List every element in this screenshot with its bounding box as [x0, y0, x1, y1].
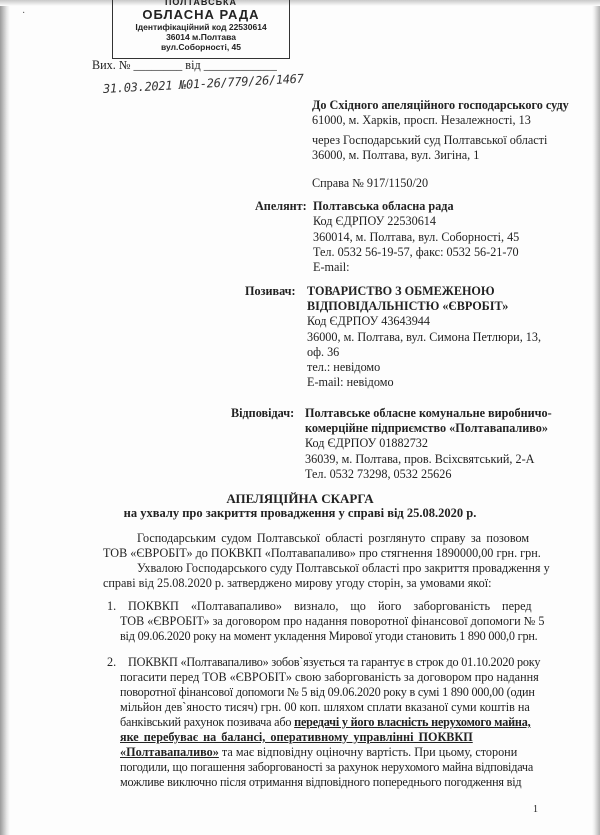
item-2-line-8: погодили, що погашення заборгованості за рахунок нерухомого майна відповідача	[120, 760, 534, 774]
council-stamp	[112, 0, 290, 59]
item-2-line-5	[120, 715, 530, 730]
defendant-address: 36039, м. Полтава, пров. Всіхсвятський, 2-А	[305, 452, 535, 466]
addressee-court: До Східного апеляційного господарського суду	[312, 98, 569, 112]
item-2-line-4: мільйон дев`яносто тисяч) грн. 00 коп. шляхом сплати вказаної суми коштів на	[120, 700, 530, 714]
outgoing-number-label: Вих. № ________ від ____________	[92, 58, 277, 72]
document-title: АПЕЛЯЦІЙНА СКАРГА	[226, 491, 374, 506]
document-subtitle: на ухвалу про закриття провадження у справі від 25.08.2020 р.	[123, 506, 477, 520]
stamp-line-3: Ідентифікаційний код 22530614	[135, 22, 267, 32]
item-2-line-6: яке перебуває на балансі, оперативному управлінні ПОКВКП	[120, 730, 473, 744]
item-2-line-2: погасити перед ТОВ «ЄВРОБІТ» свою заборгованість за договором про надання	[120, 670, 539, 684]
item-1-number: 1.	[107, 599, 117, 613]
item-2-number: 2.	[107, 655, 117, 669]
intro-line-4: справі від 25.08.2020 р. затверджено мирову угоду сторін, за умовами якої:	[103, 576, 492, 590]
appellant-name: Полтавська обласна рада	[313, 199, 454, 213]
appellant-code: Код ЄДРПОУ 22530614	[313, 214, 436, 228]
intro-line-1: Господарським судом Полтавської області розглянуто справу за позовом	[137, 531, 530, 545]
item-1-line-3: від 09.06.2020 року на момент укладення Мирової угоди становить 1 890 000,0 грн.	[120, 629, 538, 643]
defendant-name-2: комерційне підприємство «Полтавапаливо»	[305, 421, 548, 435]
scan-edge-top	[0, 0, 600, 6]
page-number: 1	[533, 804, 538, 815]
case-number: Справа № 917/1150/20	[312, 176, 429, 190]
defendant-code: Код ЄДРПОУ 01882732	[305, 436, 428, 450]
stamp-line-2: ОБЛАСНА РАДА	[142, 7, 260, 22]
defendant-name-1: Полтавське обласне комунальне виробничо-	[305, 406, 552, 420]
plaintiff-address-2: оф. 36	[307, 345, 340, 359]
stamp-line-5: вул.Соборності, 45	[161, 42, 241, 52]
appellant-phone: Тел. 0532 56-19-57, факс: 0532 56-21-70	[313, 245, 519, 259]
plaintiff-code: Код ЄДРПОУ 43643944	[307, 314, 430, 328]
stamp-line-1: ПОЛТАВСЬКА	[164, 0, 238, 7]
handwritten-outgoing-number: 31.03.2021 №01-26/779/26/1467	[102, 71, 304, 96]
via-court-address: 36000, м. Полтава, вул. Зигіна, 1	[312, 148, 480, 162]
intro-line-3: Ухвалою Господарського суду Полтавської області про закриття провадження у	[137, 561, 550, 575]
item-2-line-7-rest: та має відповідну оціночну вартість. При цьому, сторони	[218, 745, 518, 759]
scan-edge-left	[0, 0, 10, 835]
plaintiff-phone: тел.: невідомо	[307, 360, 381, 374]
stamp-line-4: 36014 м.Полтава	[166, 32, 236, 42]
item-2-property-transfer: передачі у його власність нерухомого майна,	[294, 715, 531, 729]
plaintiff-address-1: 36000, м. Полтава, вул. Симона Петлюри, 13,	[307, 330, 542, 344]
item-2-line-3: поворотної фінансової допомоги № 5 від 09.06.2020 року в сумі 1 890 000,00 (один	[120, 685, 535, 699]
item-2-line-1: ПОКВКП «Полтавапаливо» зобов`язується та гарантує в строк до 01.10.2020 року	[128, 655, 541, 669]
plaintiff-label: Позивач:	[245, 284, 296, 298]
plaintiff-name-1: ТОВАРИСТВО З ОБМЕЖЕНОЮ	[307, 284, 495, 298]
scan-edge-right	[592, 0, 600, 835]
defendant-label: Відповідач:	[231, 406, 295, 420]
item-2-line-5-plain: банківський рахунок позивача або	[120, 715, 295, 729]
via-court: через Господарський суд Полтавської області	[312, 133, 548, 147]
appellant-email: E-mail:	[313, 260, 350, 274]
corner-mark: ·	[22, 8, 26, 19]
item-2-line-9: можливе виключно після отримання відповідного попереднього погодження від	[120, 775, 522, 789]
addressee-address: 61000, м. Харків, просп. Незалежності, 13	[312, 113, 531, 127]
appellant-address: 360014, м. Полтава, вул. Соборності, 45	[313, 230, 520, 244]
item-1-line-1: ПОКВКП «Полтавапаливо» визнало, що його заборгованість перед	[128, 599, 532, 613]
intro-line-2: ТОВ «ЄВРОБІТ» до ПОКВКП «Полтавапаливо» про стягнення 1890000,00 грн. грн.	[103, 546, 541, 560]
defendant-phone: Тел. 0532 73298, 0532 25626	[305, 467, 452, 481]
plaintiff-email: E-mail: невідомо	[307, 375, 394, 389]
item-2-line-7	[120, 745, 517, 760]
appellant-label: Апелянт:	[255, 199, 307, 213]
plaintiff-name-2: ВІДПОВІДАЛЬНІСТЮ «ЄВРОБІТ»	[307, 299, 509, 313]
item-1-line-2: ТОВ «ЄВРОБІТ» за договором про надання поворотної фінансової допомоги № 5	[120, 614, 545, 628]
item-2-line-7-company: «Полтавапаливо»	[120, 745, 219, 759]
